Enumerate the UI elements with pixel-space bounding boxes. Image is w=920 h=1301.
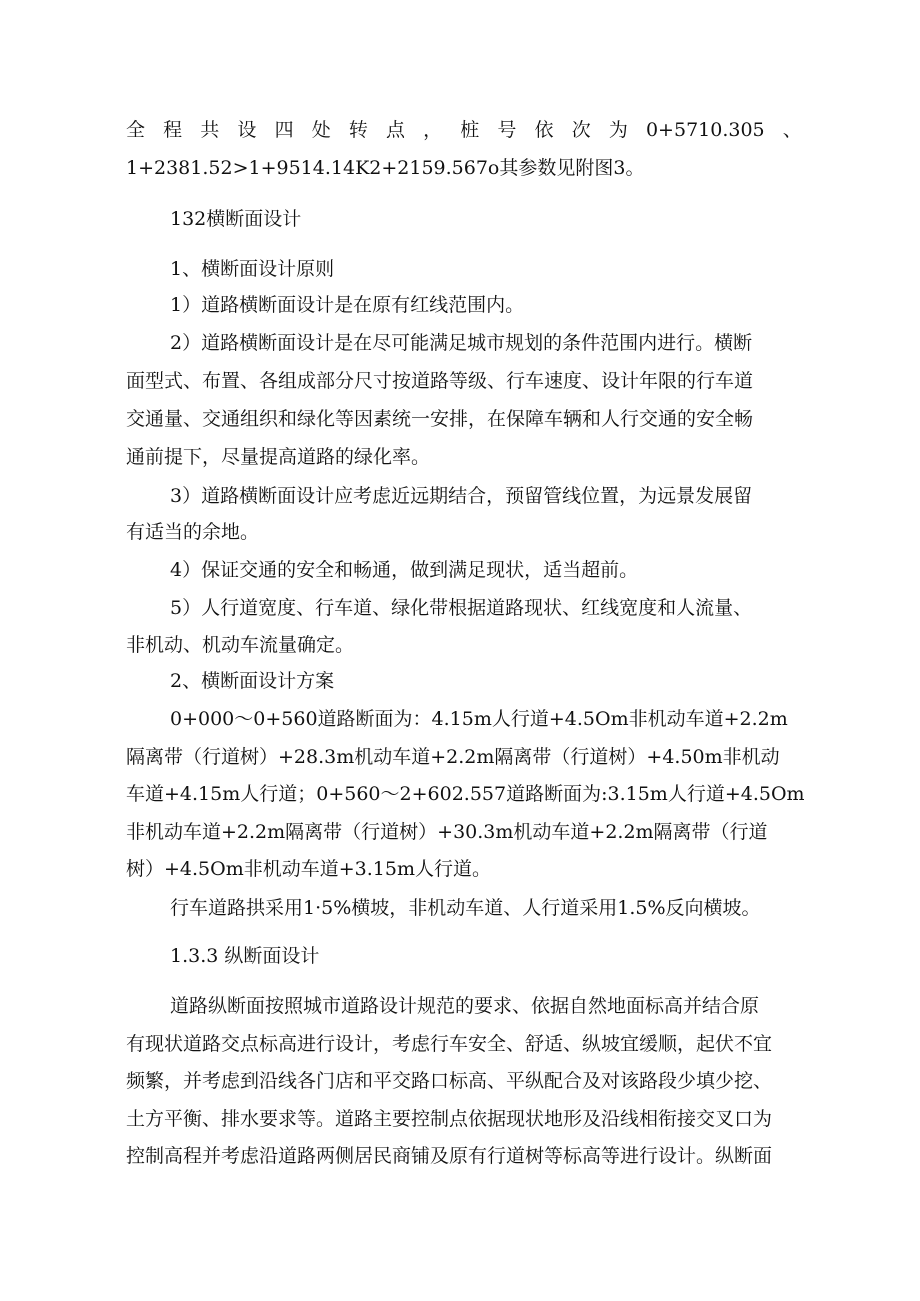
char: ， <box>423 119 443 141</box>
scheme-line-5: 树）+4.5Om非机动车道+3.15m人行道。 <box>126 858 491 880</box>
principle-2-line-1: 2）道路横断面设计是在尽可能满足城市规划的条件范围内进行。横断 <box>170 332 753 354</box>
principle-2-line-3: 交通量、交通组织和绿化等因素统一安排，在保障车辆和人行交通的安全畅 <box>126 408 754 430</box>
longitudinal-line-1: 道路纵断面按照城市道路设计规范的要求、依据自然地面标高并结合原 <box>170 995 760 1017</box>
longitudinal-line-5: 控制高程并考虑沿道路两侧居民商铺及原有行道树等标高等进行设计。纵断面 <box>126 1145 773 1167</box>
principle-5-line-1: 5）人行道宽度、行车道、绿化带根据道路现状、红线宽度和人流量、 <box>170 597 753 619</box>
paragraph-stations-line-1 <box>126 118 802 142</box>
char: 处 <box>311 119 331 141</box>
char: 依 <box>534 119 554 141</box>
subheading-scheme: 2、横断面设计方案 <box>170 670 335 692</box>
char: 程 <box>163 119 183 141</box>
char: 共 <box>200 119 220 141</box>
principle-2-line-4: 通前提下，尽量提高道路的绿化率。 <box>126 446 431 468</box>
scheme-line-1: 0+000～0+560道路断面为：4.15m人行道+4.5Om非机动车道+2.2m <box>170 708 788 730</box>
char: 0+5710.305 <box>645 119 765 141</box>
section-heading-cross-section: 132横断面设计 <box>170 208 302 230</box>
char: 点 <box>385 119 405 141</box>
char: 设 <box>237 119 257 141</box>
char: 号 <box>497 119 517 141</box>
subheading-principles: 1、横断面设计原则 <box>170 258 335 280</box>
char: 转 <box>348 119 368 141</box>
char: 全 <box>126 119 146 141</box>
slope-note: 行车道路拱采用1·5%横坡，非机动车道、人行道采用1.5%反向横坡。 <box>170 897 761 919</box>
char: 次 <box>571 119 591 141</box>
scheme-line-4: 非机动车道+2.2m隔离带（行道树）+30.3m机动车道+2.2m隔离带（行道 <box>126 821 768 843</box>
longitudinal-line-2: 有现状道路交点标高进行设计，考虑行车安全、舒适、纵坡宜缓顺，起伏不宜 <box>126 1033 773 1055</box>
principle-2-line-2: 面型式、布置、各组成部分尺寸按道路等级、行车速度、设计年限的行车道 <box>126 370 754 392</box>
char: 、 <box>782 119 802 141</box>
char: 为 <box>608 119 628 141</box>
section-heading-longitudinal: 1.3.3 纵断面设计 <box>170 945 320 967</box>
longitudinal-line-3: 频繁，并考虑到沿线各门店和平交路口标高、平纵配合及对该路段少填少挖、 <box>126 1070 773 1092</box>
principle-1: 1）道路横断面设计是在原有红线范围内。 <box>170 294 525 316</box>
principle-3-line-2: 有适当的余地。 <box>126 521 260 543</box>
scheme-line-2: 隔离带（行道树）+28.3m机动车道+2.2m隔离带（行道树）+4.50m非机动 <box>126 746 780 768</box>
paragraph-stations-line-2: 1+2381.52>1+9514.14K2+2159.567o其参数见附图3。 <box>126 157 645 179</box>
principle-3-line-1: 3）道路横断面设计应考虑近远期结合，预留管线位置，为远景发展留 <box>170 485 753 507</box>
char: 四 <box>274 119 294 141</box>
principle-4: 4）保证交通的安全和畅通，做到满足现状，适当超前。 <box>170 559 639 581</box>
principle-5-line-2: 非机动、机动车流量确定。 <box>126 634 355 656</box>
char: 桩 <box>460 119 480 141</box>
longitudinal-line-4: 土方平衡、排水要求等。道路主要控制点依据现状地形及沿线相衔接交叉口为 <box>126 1108 773 1130</box>
scheme-line-3: 车道+4.15m人行道；0+560～2+602.557道路断面为:3.15m人行道+4.5Om <box>126 783 805 805</box>
